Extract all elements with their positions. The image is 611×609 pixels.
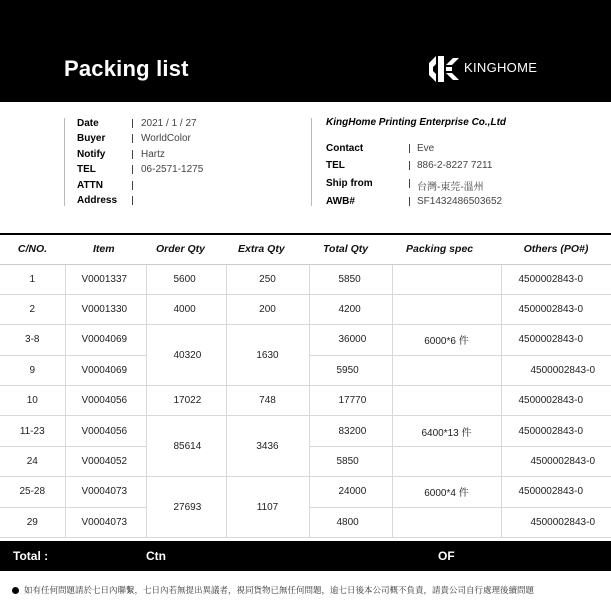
cell-cno: 3-8: [0, 325, 65, 355]
cell-item: V0004073: [65, 477, 146, 507]
cell-cno: 2: [0, 294, 65, 324]
center-divider: [311, 118, 312, 206]
kinghome-logo-icon: [427, 54, 461, 84]
cell-item: V0004069: [65, 355, 146, 385]
cell-extra-qty: 1630: [226, 325, 309, 386]
cell-cno: 25-28: [0, 477, 65, 507]
cell-packing-spec: 6400*13 件: [392, 416, 501, 446]
cell-total-qty: 83200: [309, 416, 392, 446]
cell-order-qty: 5600: [146, 264, 226, 294]
cell-cno: 24: [0, 446, 65, 476]
cell-packing-spec: 6000*6 件: [392, 325, 501, 355]
col-header-packing-spec: Packing spec: [392, 234, 501, 264]
ctn-label: Ctn: [146, 549, 166, 563]
cell-total-qty: 24000: [309, 477, 392, 507]
cell-extra-qty: 1107: [226, 477, 309, 538]
cell-po: 4500002843-0: [501, 507, 611, 537]
col-header-cno: C/NO.: [0, 234, 65, 264]
table-row: [0, 264, 611, 294]
cell-po: 4500002843-0: [501, 355, 611, 385]
cell-packing-spec: [392, 507, 501, 537]
table-row: [0, 294, 611, 324]
col-header-item: Item: [65, 234, 146, 264]
cell-total-qty: 4800: [309, 507, 392, 537]
total-label: Total :: [13, 549, 49, 563]
cell-total-qty: 5950: [309, 355, 392, 385]
table-row: [0, 477, 611, 507]
page-title: Packing list: [64, 56, 189, 81]
cell-total-qty: 17770: [309, 386, 392, 416]
cell-po: 4500002843-0: [501, 446, 611, 476]
cell-cno: 9: [0, 355, 65, 385]
cell-cno: 1: [0, 264, 65, 294]
table-row: [0, 386, 611, 416]
cell-po: 4500002843-0: [501, 325, 611, 355]
cell-packing-spec: [392, 264, 501, 294]
cell-item: V0004052: [65, 446, 146, 476]
cell-item: V0004073: [65, 507, 146, 537]
footer-note: [12, 584, 534, 596]
cell-po: 4500002843-0: [501, 386, 611, 416]
cell-order-qty: 27693: [146, 477, 226, 538]
cell-extra-qty: 3436: [226, 416, 309, 477]
cell-order-qty: 4000: [146, 294, 226, 324]
cell-order-qty: 17022: [146, 386, 226, 416]
cell-order-qty: 40320: [146, 325, 226, 386]
col-header-extra-qty: Extra Qty: [226, 234, 309, 264]
cell-po: 4500002843-0: [501, 416, 611, 446]
cell-cno: 29: [0, 507, 65, 537]
cell-order-qty: 85614: [146, 416, 226, 477]
bullet-icon: [12, 587, 19, 594]
left-divider: [64, 118, 65, 206]
company-name: KingHome Printing Enterprise Co.,Ltd: [326, 117, 507, 128]
col-header-others-po: Others (PO#): [501, 234, 611, 264]
packing-table: [0, 233, 611, 538]
cell-extra-qty: 250: [226, 264, 309, 294]
cell-po: 4500002843-0: [501, 294, 611, 324]
cell-total-qty: 5850: [309, 446, 392, 476]
total-bar: [0, 541, 611, 571]
cell-extra-qty: 748: [226, 386, 309, 416]
logo-brand-text: KINGHOME: [464, 60, 538, 75]
cell-item: V0004056: [65, 416, 146, 446]
cell-item: V0004069: [65, 325, 146, 355]
cell-packing-spec: [392, 446, 501, 476]
col-header-order-qty: Order Qty: [146, 234, 226, 264]
cell-packing-spec: [392, 294, 501, 324]
table-row: [0, 325, 611, 355]
table-header-row: [0, 234, 611, 264]
header-bar: [0, 0, 611, 102]
cell-po: 4500002843-0: [501, 477, 611, 507]
cell-item: V0001337: [65, 264, 146, 294]
cell-item: V0004056: [65, 386, 146, 416]
cell-total-qty: 36000: [309, 325, 392, 355]
cell-total-qty: 4200: [309, 294, 392, 324]
kinghome-logo: [427, 54, 537, 84]
cell-po: 4500002843-0: [501, 264, 611, 294]
of-label: OF: [438, 549, 455, 563]
footer-text: 如有任何問題請於七日內聯繫，七日內若無提出異議者，視同貨物已無任何問題，逾七日後本公司概不負責，請貴公司自行處理後續問題: [24, 585, 535, 595]
cell-extra-qty: 200: [226, 294, 309, 324]
cell-cno: 10: [0, 386, 65, 416]
cell-packing-spec: [392, 355, 501, 385]
cell-cno: 11-23: [0, 416, 65, 446]
table-row: [0, 416, 611, 446]
cell-item: V0001330: [65, 294, 146, 324]
cell-packing-spec: 6000*4 件: [392, 477, 501, 507]
col-header-total-qty: Total Qty: [309, 234, 392, 264]
cell-total-qty: 5850: [309, 264, 392, 294]
cell-packing-spec: [392, 386, 501, 416]
